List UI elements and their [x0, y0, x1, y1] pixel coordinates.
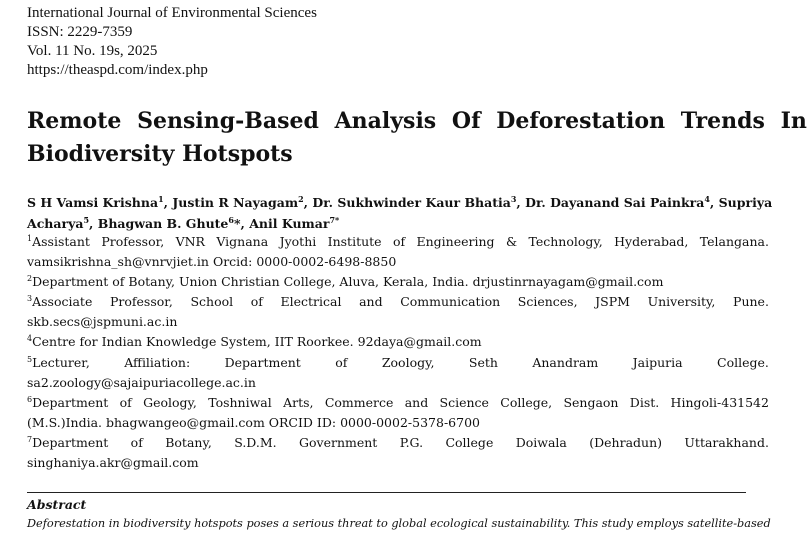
affiliation-1: $^1$Assistant Professor, VNR Vignana Jyothi Institute of Engineering & Technology, Hyderabad, Telangana.	[27, 234, 769, 249]
paper-page	[27, 0, 807, 535]
affiliations	[27, 232, 769, 473]
affiliation-4: $^4$Centre for Indian Knowledge System, IIT Roorkee. 92daya@gmail.com	[27, 334, 482, 350]
author-name: Dr. Dayanand Sai Painkra	[525, 195, 705, 210]
author-name: S H Vamsi Krishna	[27, 195, 159, 210]
journal-volume: Vol. 11 No. 19s, 2025	[27, 43, 158, 59]
title-line-2: Biodiversity Hotspots	[27, 141, 293, 167]
affiliation-number: 1	[27, 234, 33, 243]
affiliation-marker: 1	[158, 194, 164, 204]
affiliation-marker: 2	[298, 194, 304, 204]
corresponding-mark: *	[233, 216, 241, 231]
author-name: Supriya	[718, 195, 773, 210]
journal-name: International Journal of Environmental Sciences	[27, 5, 317, 21]
paper-title	[27, 105, 807, 171]
author-name: Acharya	[27, 216, 84, 231]
affiliation-5: $^5$Lecturer, Affiliation: Department of Zoology, Seth Anandram Jaipuria College.	[27, 354, 769, 370]
affiliation-number: 7	[27, 434, 33, 444]
affiliation-1-contact: vamsikrishna_sh@vnrvjiet.in Orcid: 0000-0002-6498-8850	[27, 254, 397, 270]
affiliation-5-contact: sa2.zoology@sajaipuriacollege.ac.in	[27, 374, 256, 390]
affiliation-number: 3	[27, 294, 33, 304]
author-list	[27, 192, 807, 234]
title-word: Of	[451, 108, 481, 134]
affiliation-number: 2	[27, 274, 33, 284]
author-line-1: S H Vamsi Krishna$^1$, Justin R Nayagam$^2$, Dr. Sukhwinder Kaur Bhatia$^3$, Dr. Dayanand Sai Painkra$^4$, Supriya	[27, 194, 773, 210]
journal-header	[27, 4, 317, 80]
journal-url: https://theaspd.com/index.php	[27, 62, 208, 78]
affiliation-marker: 5	[83, 215, 90, 225]
affiliation-number: 5	[27, 354, 33, 364]
section-divider	[27, 492, 746, 493]
affiliation-3: $^3$Associate Professor, School of Electrical and Communication Sciences, JSPM University, Pune.	[27, 294, 769, 310]
affiliation-marker: 6	[228, 215, 234, 225]
affiliation-7-contact: singhaniya.akr@gmail.com	[27, 455, 199, 471]
affiliation-number: 4	[27, 334, 33, 344]
title-line-1	[27, 105, 807, 138]
title-word: Remote	[27, 108, 122, 134]
title-word: Deforestation	[496, 108, 666, 134]
title-word: Analysis	[334, 108, 437, 134]
affiliation-7: $^7$Department of Botany, S.D.M. Government P.G. College Doiwala (Dehradun) Uttarakhand.	[27, 434, 769, 450]
affiliation-marker: 4	[704, 194, 710, 204]
title-word: Sensing-Based	[137, 108, 319, 134]
title-word: In	[780, 108, 807, 134]
affiliation-3-contact: skb.secs@jspmuni.ac.in	[27, 314, 178, 330]
journal-issn: ISSN: 2229-7359	[27, 24, 133, 40]
affiliation-marker: 7*	[329, 215, 340, 225]
author-name: Bhagwan B. Ghute	[97, 216, 229, 231]
affiliation-marker: 3	[510, 194, 517, 204]
affiliation-2: $^2$Department of Botany, Union Christian College, Aluva, Kerala, India. drjustinrnayagam@gmail.com	[27, 274, 664, 290]
abstract-heading: Abstract	[27, 497, 87, 512]
affiliation-number: 6	[27, 394, 33, 404]
author-name: Anil Kumar	[249, 216, 330, 231]
title-word: Trends	[680, 108, 765, 134]
affiliation-6: $^6$Department of Geology, Toshniwal Arts, Commerce and Science College, Sengaon Dist. Hingoli-431542	[27, 394, 769, 410]
author-name: Dr. Sukhwinder Kaur Bhatia	[312, 195, 511, 210]
author-name: Justin R Nayagam	[172, 195, 299, 210]
affiliation-6-contact: (M.S.)India. bhagwangeo@gmail.com ORCID ID: 0000-0002-5378-6700	[27, 414, 480, 430]
author-line-2: Acharya$^5$, Bhagwan B. Ghute$^6$*, Anil Kumar$^{7*}$	[27, 215, 340, 231]
abstract-text: Deforestation in biodiversity hotspots poses a serious threat to global ecological sustainability. This study employs satellite-based	[27, 517, 771, 530]
